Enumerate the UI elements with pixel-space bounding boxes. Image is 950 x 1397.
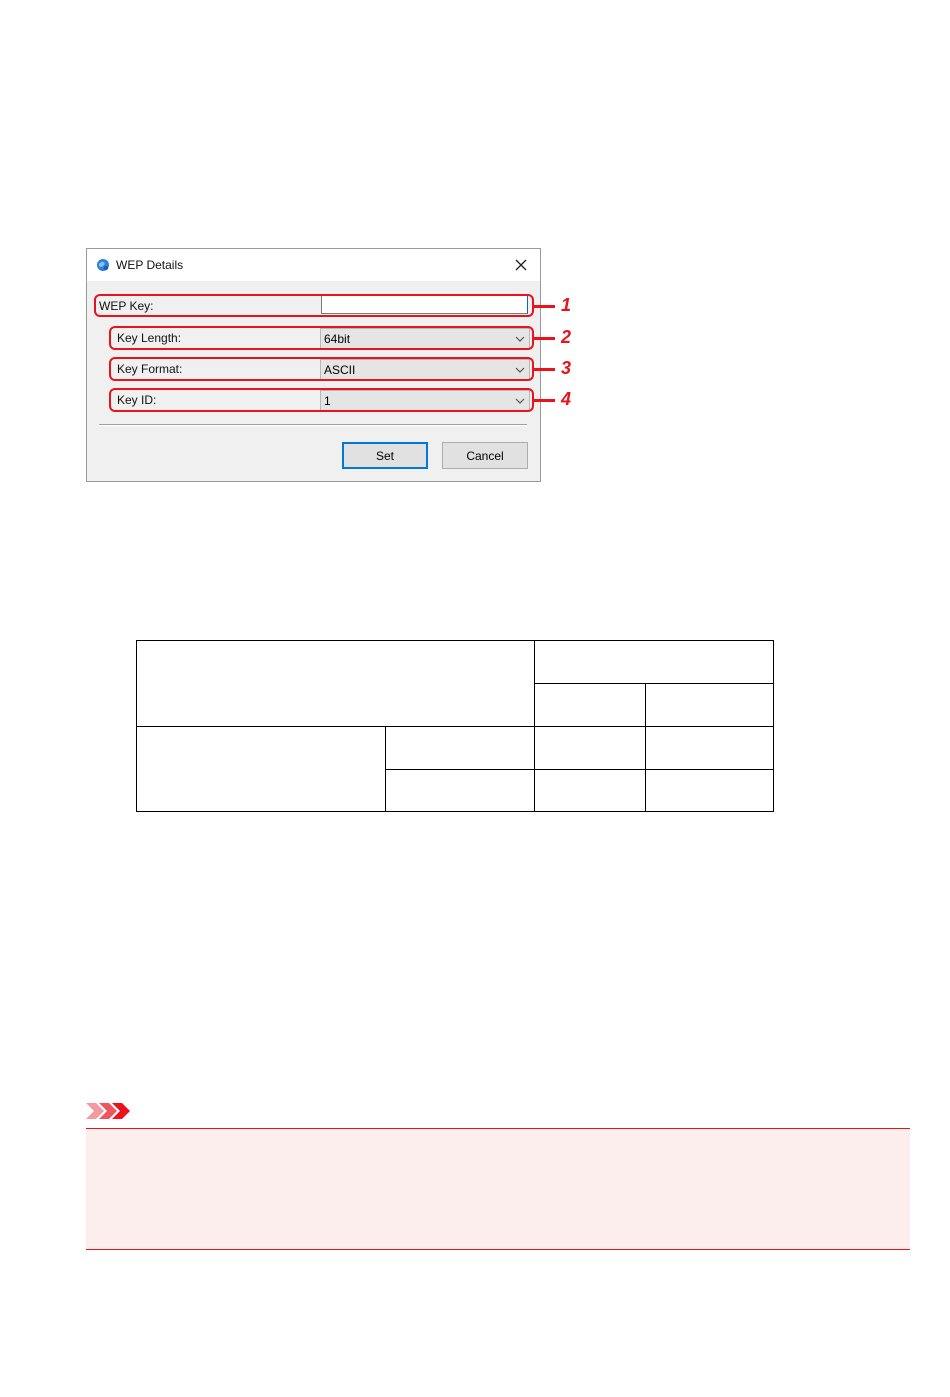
key-format-value: ASCII — [324, 363, 356, 377]
dialog-title: WEP Details — [116, 258, 184, 272]
key-id-value: 1 — [324, 394, 331, 408]
callout-box-1 — [94, 294, 534, 317]
callout-number-2: 2 — [561, 327, 572, 347]
callout-number-1: 1 — [561, 295, 572, 315]
key-length-label: Key Length: — [117, 331, 182, 345]
wep-key-label: WEP Key: — [99, 299, 154, 313]
callout-number-3: 3 — [561, 358, 572, 378]
table-header-cell — [645, 683, 774, 727]
callout-leader-1 — [533, 305, 555, 308]
important-note-box — [86, 1128, 910, 1250]
network-globe-icon — [96, 258, 110, 272]
callout-number-4: 4 — [561, 389, 572, 409]
table-cell — [534, 769, 646, 812]
callout-box-4 — [109, 388, 534, 412]
cancel-button[interactable]: Cancel — [442, 442, 528, 469]
table-cell — [385, 769, 535, 812]
wep-details-dialog — [86, 248, 541, 482]
key-format-label: Key Format: — [117, 362, 183, 376]
table-cell — [534, 726, 646, 770]
important-arrows-icon — [86, 1103, 132, 1119]
callout-box-2 — [109, 326, 534, 350]
key-id-label: Key ID: — [117, 393, 157, 407]
table-row-header-cell — [136, 726, 386, 812]
dialog-separator — [99, 424, 527, 426]
key-length-table — [136, 640, 774, 812]
set-button[interactable]: Set — [342, 442, 428, 469]
callout-leader-3 — [533, 368, 555, 371]
key-length-value: 64bit — [324, 332, 351, 346]
table-cell — [645, 769, 774, 812]
table-header-cell — [136, 640, 535, 727]
table-header-cell — [534, 683, 646, 727]
callout-leader-4 — [533, 399, 555, 402]
table-cell — [645, 726, 774, 770]
table-cell — [385, 726, 535, 770]
close-icon — [515, 259, 527, 271]
close-button[interactable] — [510, 254, 532, 276]
table-header-cell — [534, 640, 774, 684]
callout-box-3 — [109, 357, 534, 381]
dialog-titlebar — [87, 249, 540, 281]
callout-leader-2 — [533, 337, 555, 340]
